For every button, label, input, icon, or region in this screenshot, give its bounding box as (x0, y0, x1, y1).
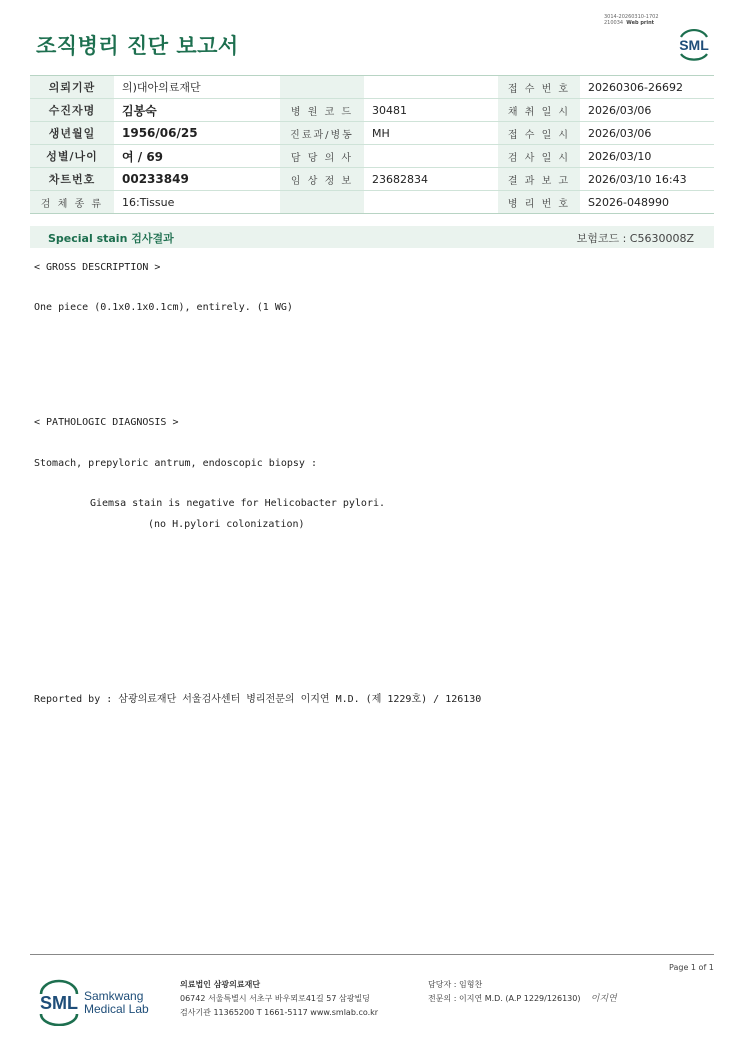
document-code (604, 14, 659, 26)
diagnosis-heading: < PATHOLOGIC DIAGNOSIS > (34, 417, 179, 428)
gross-heading: < GROSS DESCRIPTION > (34, 262, 161, 273)
brand-line2: Medical Lab (84, 1002, 149, 1016)
report-title: 조직병리 진단 보고서 (36, 34, 239, 58)
info-value-v2: 23682834 (364, 168, 498, 191)
diagnosis-result: Giemsa stain is negative for Helicobacter pylori. (90, 498, 386, 509)
brand-line1: Samkwang (84, 989, 144, 1003)
footer-divider (30, 954, 714, 955)
diagnosis-note: (no H.pylori colonization) (148, 519, 305, 530)
logo-text-footer: SML (40, 993, 78, 1013)
section-title: Special stain 검사결과 (48, 232, 174, 245)
info-label-l2: 진료과/병동 (280, 122, 364, 145)
info-value-v1: 김봉숙 (114, 99, 280, 122)
page-number: Page 1 of 1 (669, 963, 714, 972)
info-value-v3: 2026/03/06 (580, 122, 714, 145)
brand-name (84, 990, 149, 1016)
info-label-l3: 결 과 보 고 (498, 168, 580, 191)
info-label-l2 (280, 76, 364, 99)
info-value-v3: 2026/03/06 (580, 99, 714, 122)
info-label-l2: 병 원 코 드 (280, 99, 364, 122)
doc-code-line1: 3014-20260310-1702 (604, 14, 659, 20)
info-label-l2: 담 당 의 사 (280, 145, 364, 168)
sml-logo-icon (676, 24, 712, 64)
info-label-l3: 병 리 번 호 (498, 191, 580, 214)
info-value-v2 (364, 145, 498, 168)
info-row (30, 76, 714, 99)
info-value-v2: MH (364, 122, 498, 145)
org-name: 의료법인 삼광의료재단 (180, 980, 261, 989)
info-value-v2: 30481 (364, 99, 498, 122)
footer-org-info (180, 978, 378, 1020)
info-value-v1: 의)대아의료재단 (114, 76, 280, 99)
org-contact: 검사기관 11365200 T 1661-5117 www.smlab.co.kr (180, 1008, 379, 1017)
info-value-v1: 16:Tissue (114, 191, 280, 214)
info-value-v2 (364, 191, 498, 214)
info-value-v1: 1956/06/25 (114, 122, 280, 145)
info-row (30, 168, 714, 191)
doc-code-line2: 210034 (604, 20, 624, 26)
manager-name: 임형찬 (458, 980, 483, 989)
sml-footer-logo-icon (36, 978, 82, 1026)
info-label-l1: 차트번호 (30, 168, 114, 191)
info-row (30, 145, 714, 168)
footer-staff-info (428, 978, 617, 1006)
info-label-l3: 접 수 번 호 (498, 76, 580, 99)
section-header-bar (30, 226, 714, 248)
info-value-v3: S2026-048990 (580, 191, 714, 214)
specialist-label: 전문의 : (428, 994, 457, 1003)
insurance-code: 보험코드 : C5630008Z (576, 232, 694, 245)
info-value-v3: 2026/03/10 (580, 145, 714, 168)
specialist-signature: 이지연 (590, 994, 617, 1004)
info-row (30, 122, 714, 145)
info-value-v3: 2026/03/10 16:43 (580, 168, 714, 191)
diagnosis-site: Stomach, prepyloric antrum, endoscopic biopsy : (34, 458, 317, 469)
manager-label: 담당자 : (428, 980, 457, 989)
info-label-l3: 채 취 일 시 (498, 99, 580, 122)
logo-text-top: SML (679, 37, 709, 53)
specialist-name: 이지연 M.D. (A.P 1229/126130) (458, 994, 581, 1003)
info-label-l2 (280, 191, 364, 214)
patient-info-table (30, 75, 714, 214)
info-label-l3: 검 사 일 시 (498, 145, 580, 168)
gross-text: One piece (0.1x0.1x0.1cm), entirely. (1 WG) (34, 302, 293, 313)
info-label-l1: 의뢰기관 (30, 76, 114, 99)
info-label-l1: 검 체 종 류 (30, 191, 114, 214)
info-value-v3: 20260306-26692 (580, 76, 714, 99)
info-label-l1: 수진자명 (30, 99, 114, 122)
info-label-l1: 생년월일 (30, 122, 114, 145)
reported-by: Reported by : 삼광의료재단 서울검사센터 병리전문의 이지연 M.D. (제 1229호) / 126130 (34, 694, 482, 705)
info-value-v1: 여 / 69 (114, 145, 280, 168)
info-label-l1: 성별/나이 (30, 145, 114, 168)
info-label-l2: 임 상 정 보 (280, 168, 364, 191)
org-address: 06742 서울특별시 서초구 바우뫼로41길 57 삼광빌딩 (180, 994, 370, 1003)
info-value-v2 (364, 76, 498, 99)
web-print-label: Web print (626, 20, 655, 26)
info-label-l3: 접 수 일 시 (498, 122, 580, 145)
info-row (30, 99, 714, 122)
info-value-v1: 00233849 (114, 168, 280, 191)
info-row (30, 191, 714, 214)
